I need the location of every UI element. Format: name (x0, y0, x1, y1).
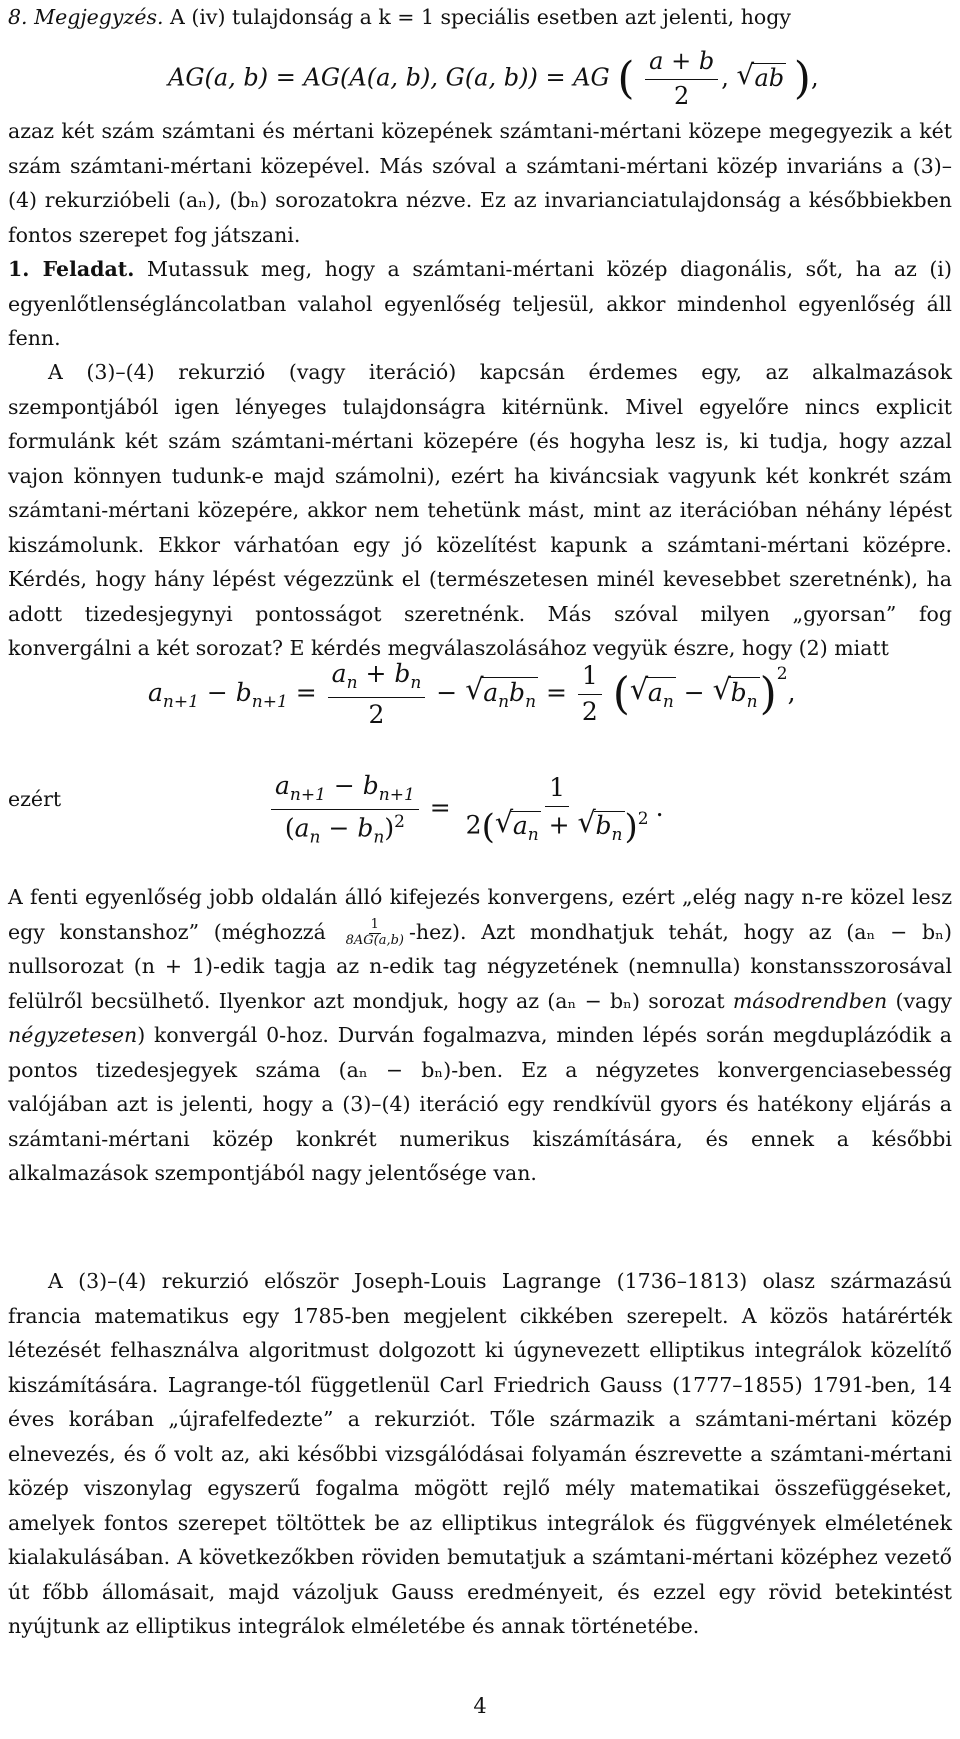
exercise-paragraph (8, 252, 952, 356)
equation-difference: $a_{n+1} - b_{n+1}$ = $\frac{a_n + b_n}{2}$ − √ $a_nb_n$ = $\frac{1}{2}$ (√ $a_n$ − √ $b_n)^2$, (148, 660, 796, 729)
convergence-text-4: ) konvergál 0-hoz. Durván fogalmazva, minden lépés során megduplázódik a pontos tizedesjegyek száma (aₙ − bₙ)-ben. Ez a négyzetes konvergenciasebesség valójában azt is jelenti, hogy a (3)–(4) iteráció egy rendkívül gyors és hatékony eljárás a számtani-mértani közép konkrét numerikus kiszámítására, és ennek a későbbi alkalmazások szempontjából nagy jelentősége van. (8, 1023, 952, 1185)
iteration-paragraph: A (3)–(4) rekurzió (vagy iteráció) kapcsán érdemes egy, az alkalmazások szempontjából igen lényeges tulajdonságra kitérnünk. Mivel egyelőre nincs explicit formulánk két szám számtani-mértani közepére (és hogyha lesz is, ki tudja, hogy azzal vajon könnyen tudunk-e majd számolni), ezért ha kiváncsiak vagyunk két konkrét szám számtani-mértani közepére, akkor nem tehetünk mást, mint az iterációban néhány lépést kiszámolunk. Ekkor várhatóan egy jó közelítést kapunk a számtani-mértani középre. Kérdés, hogy hány lépést végezzünk el (természetesen minél kevesebbet szeretnénk), ha adott tizedesjegynyi pontosságot szeretnénk. Más szóval milyen „gyorsan” fog konvergálni a két sorozat? E kérdés megválaszolásához vegyük észre, hogy (2) miatt (8, 360, 952, 660)
exercise-label: 1. Feladat. (8, 257, 135, 281)
remark-label: 8. Megjegyzés. (8, 5, 164, 29)
convergence-text-1: A fenti egyenlőség jobb oldalán álló kifejezés konvergens, ezért „elég nagy n-re közel lesz egy konstanshoz” (méghozzá (8, 885, 952, 944)
convergence-text-3: (vagy (895, 988, 952, 1013)
equation-ratio: $\frac{a_{n+1} - b_{n+1}}{(a_n - b_n)^2}$ = $\frac{1}{2(√ a_n + √ b_n)^2}$ . (268, 772, 664, 847)
emphasis-quadratic: négyzetesen (8, 1023, 138, 1047)
equation-ag-invariance: AG(a, b) = AG(A(a, b), G(a, b)) = AG ( $\frac{a + b}{2}$ , √ ab ), (168, 48, 819, 110)
convergence-text-2: -hez). Azt mondhatjuk tehát, hogy az (aₙ − bₙ) nullsorozat (n + 1)-edik tagja az n-edik tag négyzetének (nemnulla) konstansszorosával felülről becsülhető. Ilyenkor azt mondjuk, hogy az (aₙ − bₙ) sorozat (8, 919, 952, 1013)
remark-paragraph (8, 0, 952, 35)
exercise-text: Mutassuk meg, hogy a számtani-mértani közép diagonális, sőt, ha az (i) egyenlőtlenségláncolatban valahol egyenlőség teljesül, akkor mindenhol egyenlőség áll fenn. (8, 257, 952, 350)
page-number: 4 (473, 1694, 487, 1718)
inline-fraction-denominator: 8AG(a,b) (345, 932, 404, 948)
convergence-paragraph (8, 880, 952, 1191)
inline-fraction (344, 918, 406, 949)
invariance-paragraph: azaz két szám számtani és mértani közepének számtani-mértani közepe megegyezik a két szám számtani-mértani közepével. Más szóval a számtani-mértani közép invariáns a (3)–(4) rekurzióbeli (aₙ), (bₙ) sorozatokra nézve. Ez az invarianciatulajdonság a későbbiekben fontos szerepet fog játszani. (8, 119, 952, 247)
history-paragraph: A (3)–(4) rekurzió először Joseph-Louis Lagrange (1736–1813) olasz származású francia matematikus egy 1785-ben megjelent cikkében szerepelt. A közös határérték létezését felhasználva algoritmust dolgozott ki úgynevezett elliptikus integrálok közelítő kiszámítására. Lagrange-tól függetlenül Carl Friedrich Gauss (1777–1855) 1791-ben, 14 éves korában „újrafelfedezte” a rekurziót. Tőle származik a számtani-mértani közép elnevezés, és ő volt az, aki későbbi vizsgálódásai folyamán észrevette a számtani-mértani közép viszonylag egyszerű fogalma mögött rejlő mély matematikai összefüggéseket, amelyek fontos szerepet töltöttek be az elliptikus integrálok és függvények elméletének kialakulásában. A következőkben röviden bemutatjuk a számtani-mértani középhez vezető út főbb állomásait, majd vázoljuk Gauss eredményeit, és ezzel egy rövid betekintést nyújtunk az elliptikus integrálok elméletébe és annak történetébe. (8, 1269, 952, 1638)
equation-fraction-numerator: a + b (645, 48, 718, 80)
inline-fraction-numerator: 1 (370, 916, 379, 932)
equation-lhs: AG(a, b) = AG(A(a, b), G(a, b)) = AG (168, 63, 610, 92)
ezert-word: ezért (8, 787, 62, 811)
remark-text: A (iv) tulajdonság a k = 1 speciális esetben azt jelenti, hogy (170, 5, 791, 29)
equation-tail: , (810, 63, 819, 92)
emphasis-second-order: másodrendben (732, 988, 888, 1013)
equation-sqrt-radicand: ab (754, 63, 785, 92)
equation-fraction-denominator: 2 (674, 81, 690, 110)
